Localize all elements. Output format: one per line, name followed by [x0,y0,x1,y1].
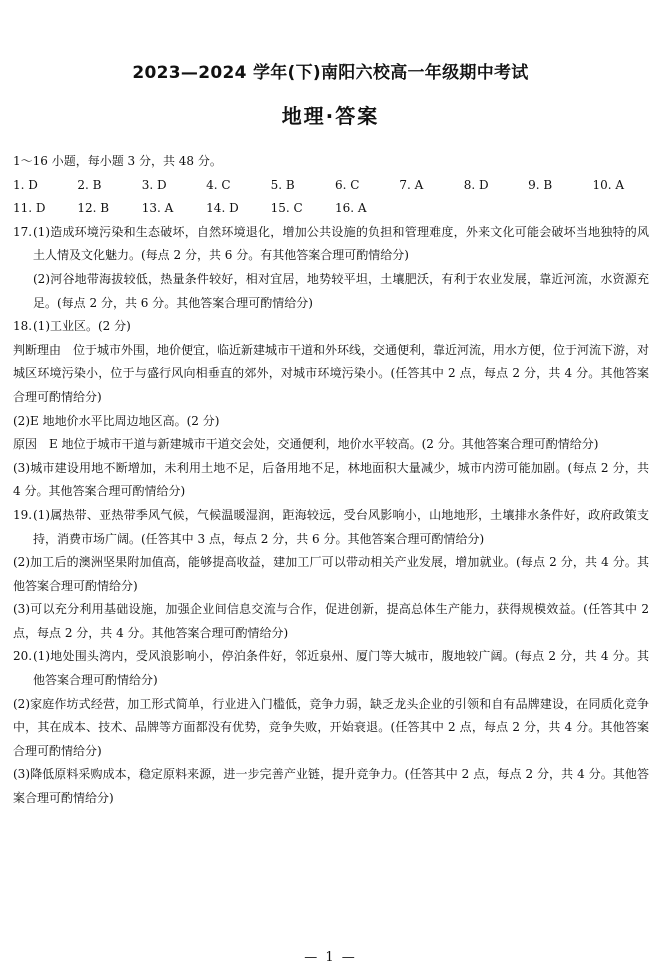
answer-content [13,150,649,811]
question-number: 20. [13,649,33,664]
answer-paragraph: (1)属热带、亚热带季风气候，气候温暖湿润，距海较远，受台风影响小，山地地形，土壤排水条件好，政府政策支持，消费市场广阔。(任答其中 3 点，每点 2 分，共 6 分。其他答案合理可酌情给分) [33,507,649,546]
question-number: 18. [13,319,33,334]
answer-paragraph: (1)地处围头湾内，受风浪影响小，停泊条件好，邻近泉州、厦门等大城市，腹地较广阔。(每点 2 分，共 4 分。其他答案合理可酌情给分) [33,649,649,688]
question-20 [13,645,649,692]
mc-answer: 13. A [141,201,174,216]
question-17 [13,221,649,315]
page-number: — 1 — [304,950,357,965]
answer-paragraph: (2)E 地地价水平比周边地区高。(2 分) [13,413,220,428]
question-number: 17. [13,224,33,239]
answer-paragraph: (1)造成环境污染和生态破坏，自然环境退化，增加公共设施的负担和管理难度，外来文化可能会破坏当地独特的风土人情及文化魅力。(每点 2 分，共 6 分。有其他答案合理可酌情给分) [33,224,649,263]
mc-answer: 5. B [270,177,295,192]
mc-answer: 6. C [334,177,360,192]
answer-paragraph: (1)工业区。(2 分) [33,319,131,334]
mc-answer: 14. D [206,201,239,216]
answer-paragraph: (2)家庭作坊式经营，加工形式简单，行业进入门槛低，竞争力弱，缺乏龙头企业的引领和自有品牌建设，在同质化竞争中，其在成本、技术、品牌等方面都没有优势，竞争失败，开始衰退。(任答其中 2 点，每点 2 分，共 4 分。其他答案合理可酌情给分) [13,696,649,758]
mc-answer: 4. C [206,177,231,192]
mc-answer: 12. B [77,201,110,216]
mc-answer: 16. A [334,201,367,216]
answer-paragraph: (2)河谷地带海拔较低，热量条件较好，相对宜居，地势较平坦，土壤肥沃，有利于农业发展，靠近河流，水资源充足。(每点 2 分，共 6 分。其他答案合理可酌情给分) [33,271,649,310]
question-19 [13,504,649,551]
exam-subtitle: 地理·答案 [281,104,380,128]
answer-paragraph: 原因 E 地位于城市干道与新建城市干道交会处，交通便利，地价水平较高。(2 分。其他答案合理可酌情给分) [13,437,599,452]
mc-answers-row-2 [13,197,649,221]
mc-answer: 1. D [13,177,38,192]
exam-title: 2023—2024 学年(下)南阳六校高一年级期中考试 [132,63,529,83]
mc-answer: 11. D [13,201,46,216]
mc-answer: 2. B [77,177,102,192]
mc-answer: 9. B [528,177,553,192]
answer-paragraph: (3)城市建设用地不断增加，未利用土地不足，后备用地不足，林地面积大量减少，城市内涝可能加剧。(每点 2 分，共 4 分。其他答案合理可酌情给分) [13,460,649,499]
mc-answer: 7. A [399,177,424,192]
mc-answers-row-1 [13,174,649,198]
answer-paragraph: (3)可以充分利用基础设施，加强企业间信息交流与合作，促进创新，提高总体生产能力，获得规模效益。(任答其中 2 点，每点 2 分，共 4 分。其他答案合理可酌情给分) [13,602,649,640]
question-18 [13,315,649,339]
mc-answer: 3. D [141,177,167,192]
answer-paragraph: 判断理由 位于城市外围，地价便宜，临近新建城市干道和外环线，交通便利，靠近河流，用水方便，位于河流下游，对城区环境污染小，位于与盛行风向相垂直的郊外，对城市环境污染小。(任答其中 2 点，每点 2 分，共 4 分。其他答案合理可酌情给分) [13,342,650,404]
answer-paragraph: (3)降低原料采购成本，稳定原料来源，进一步完善产业链，提升竞争力。(任答其中 2 点，每点 2 分，共 4 分。其他答案合理可酌情给分) [13,767,649,806]
mc-answer: 10. A [592,177,625,192]
question-number: 19. [13,507,33,522]
mc-answer: 8. D [463,177,489,192]
mc-intro: 1～16 小题，每小题 3 分，共 48 分。 [13,154,222,168]
mc-answer: 15. C [270,201,303,216]
answer-paragraph: (2)加工后的澳洲坚果附加值高，能够提高收益，建加工厂可以带动相关产业发展，增加就业。(每点 2 分，共 4 分。其他答案合理可酌情给分) [13,555,649,593]
